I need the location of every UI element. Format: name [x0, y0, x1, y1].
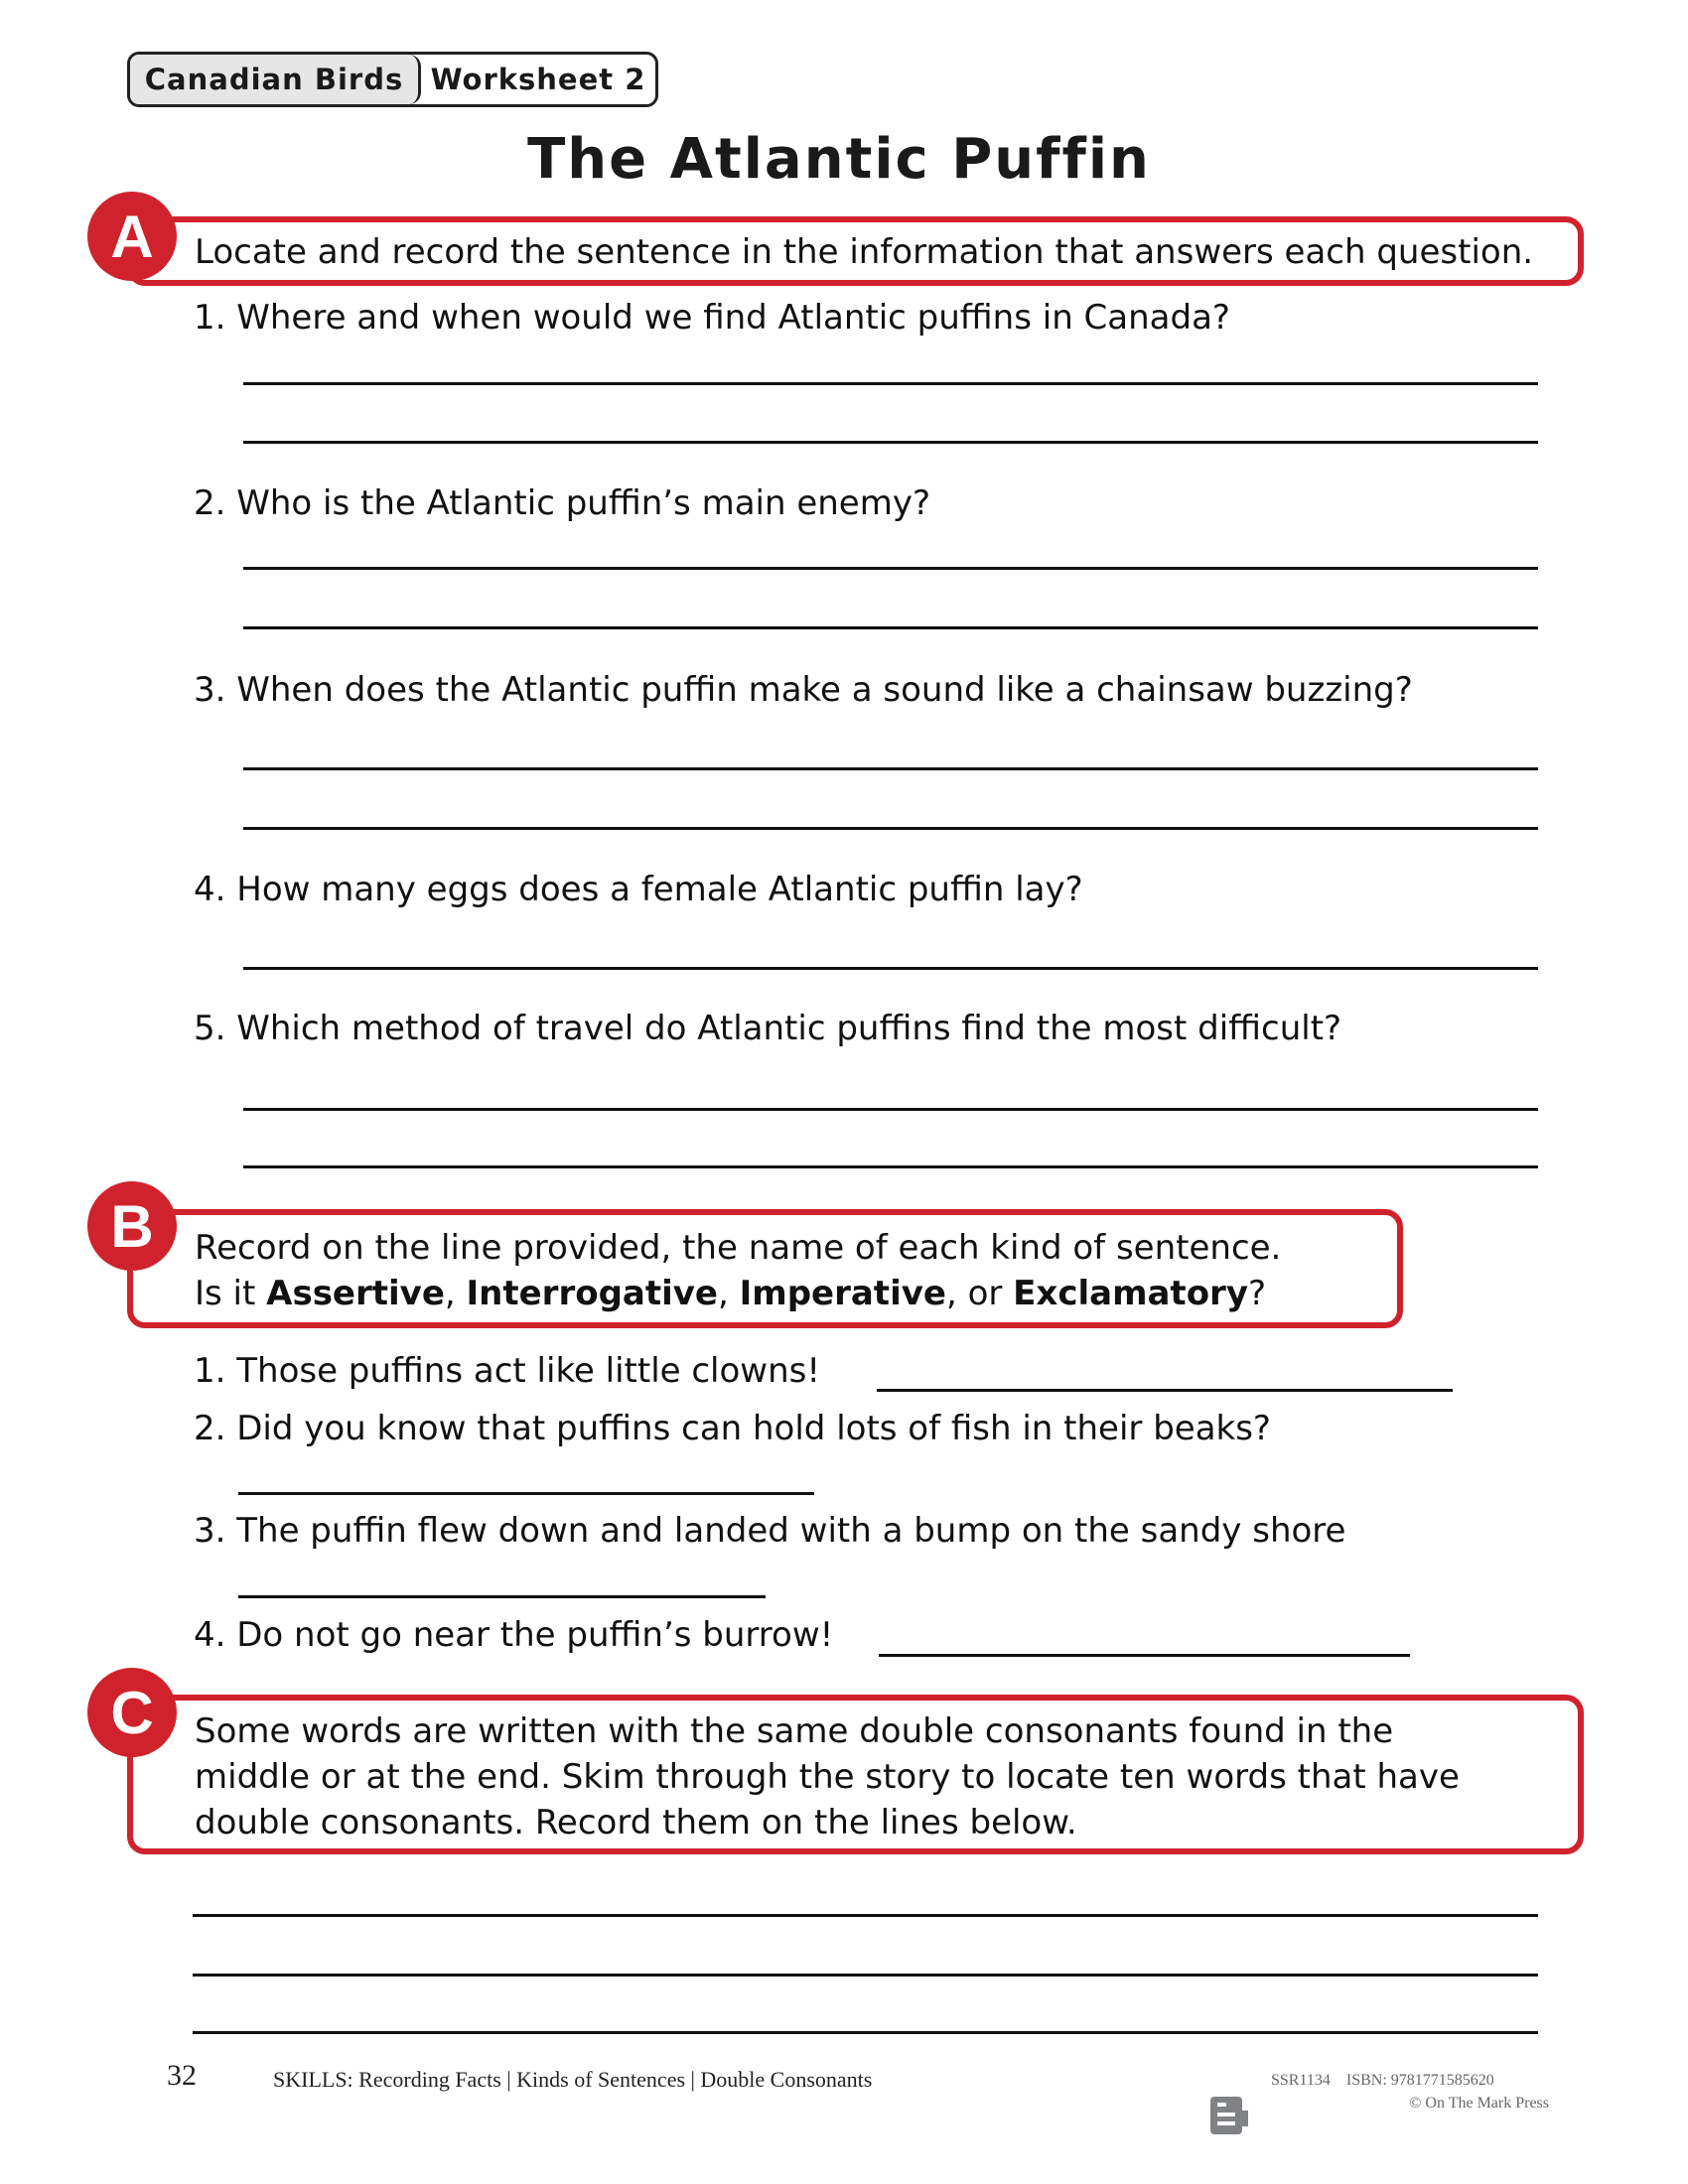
book-icon — [1210, 2097, 1250, 2134]
answer-line-4a[interactable] — [243, 967, 1538, 970]
section-a-instruction: Locate and record the sentence in the information that answers each question. — [195, 232, 1534, 272]
copyright: © On The Mark Press — [1409, 2095, 1549, 2112]
option-assertive: Assertive — [266, 1274, 445, 1313]
tab-subject: Canadian Birds — [130, 55, 421, 104]
separator: , — [718, 1274, 740, 1313]
page-title: The Atlantic Puffin — [527, 127, 1151, 192]
sentence-1-answer-line[interactable] — [877, 1389, 1453, 1392]
section-b-instruction-line1: Record on the line provided, the name of each kind of sentence. — [195, 1228, 1282, 1268]
answer-line-2a[interactable] — [243, 567, 1538, 570]
option-exclamatory: Exclamatory — [1013, 1274, 1248, 1313]
suffix: ? — [1247, 1274, 1267, 1313]
section-c-instruction-line1: Some words are written with the same double consonants found in the — [195, 1711, 1394, 1751]
answer-line-3a[interactable] — [243, 767, 1538, 770]
section-c-instruction-line3: double consonants. Record them on the lines below. — [195, 1803, 1077, 1843]
option-imperative: Imperative — [739, 1274, 946, 1313]
question-4: 4. How many eggs does a female Atlantic puffin lay? — [194, 870, 1083, 909]
answer-line-5a[interactable] — [243, 1108, 1538, 1111]
question-5: 5. Which method of travel do Atlantic puffins find the most difficult? — [194, 1009, 1342, 1048]
answer-line-2b[interactable] — [243, 626, 1538, 629]
prefix: Is it — [195, 1274, 267, 1313]
section-b-badge: B — [87, 1181, 177, 1271]
page-number: 32 — [167, 2059, 197, 2092]
section-c-instruction — [195, 1708, 1460, 1845]
sentence-1: 1. Those puffins act like little clowns! — [194, 1351, 821, 1391]
answer-line-1a[interactable] — [243, 382, 1538, 385]
answer-line-3b[interactable] — [243, 827, 1538, 830]
sentence-2: 2. Did you know that puffins can hold lots of fish in their beaks? — [194, 1409, 1271, 1448]
tab-worksheet: Worksheet 2 — [430, 63, 646, 96]
sentence-4: 4. Do not go near the puffin’s burrow! — [194, 1615, 834, 1655]
sentence-2-answer-line[interactable] — [238, 1492, 814, 1495]
question-2: 2. Who is the Atlantic puffin’s main enemy? — [194, 483, 931, 523]
footer-code-isbn — [1271, 2072, 1494, 2090]
section-b-instruction-box — [127, 1209, 1403, 1328]
product-code: SSR1134 — [1271, 2072, 1331, 2089]
sentence-4-answer-line[interactable] — [879, 1654, 1410, 1657]
section-c-instruction-line2: middle or at the end. Skim through the story to locate ten words that have — [195, 1757, 1460, 1797]
section-c-instruction-box — [127, 1695, 1584, 1854]
section-b-instruction-line2 — [195, 1271, 1281, 1316]
footer-skills: SKILLS: Recording Facts | Kinds of Sentences | Double Consonants — [273, 2067, 873, 2092]
sentence-3-answer-line[interactable] — [238, 1595, 766, 1598]
double-consonant-line-1[interactable] — [193, 1914, 1538, 1917]
option-interrogative: Interrogative — [466, 1274, 718, 1313]
separator: , or — [945, 1274, 1014, 1313]
answer-line-1b[interactable] — [243, 441, 1538, 444]
section-a-instruction-box — [127, 216, 1584, 286]
isbn: ISBN: 9781771585620 — [1345, 2072, 1494, 2089]
section-c-badge: C — [87, 1668, 177, 1757]
double-consonant-line-3[interactable] — [193, 2031, 1538, 2034]
separator: , — [444, 1274, 467, 1313]
section-b-instruction — [195, 1225, 1281, 1316]
question-1: 1. Where and when would we find Atlantic puffins in Canada? — [194, 298, 1230, 338]
double-consonant-line-2[interactable] — [193, 1974, 1538, 1977]
section-a-badge: A — [87, 192, 177, 281]
answer-line-5b[interactable] — [243, 1165, 1538, 1168]
header-tabs — [127, 52, 658, 107]
question-3: 3. When does the Atlantic puffin make a sound like a chainsaw buzzing? — [194, 670, 1413, 710]
sentence-3: 3. The puffin flew down and landed with a bump on the sandy shore — [194, 1511, 1346, 1551]
